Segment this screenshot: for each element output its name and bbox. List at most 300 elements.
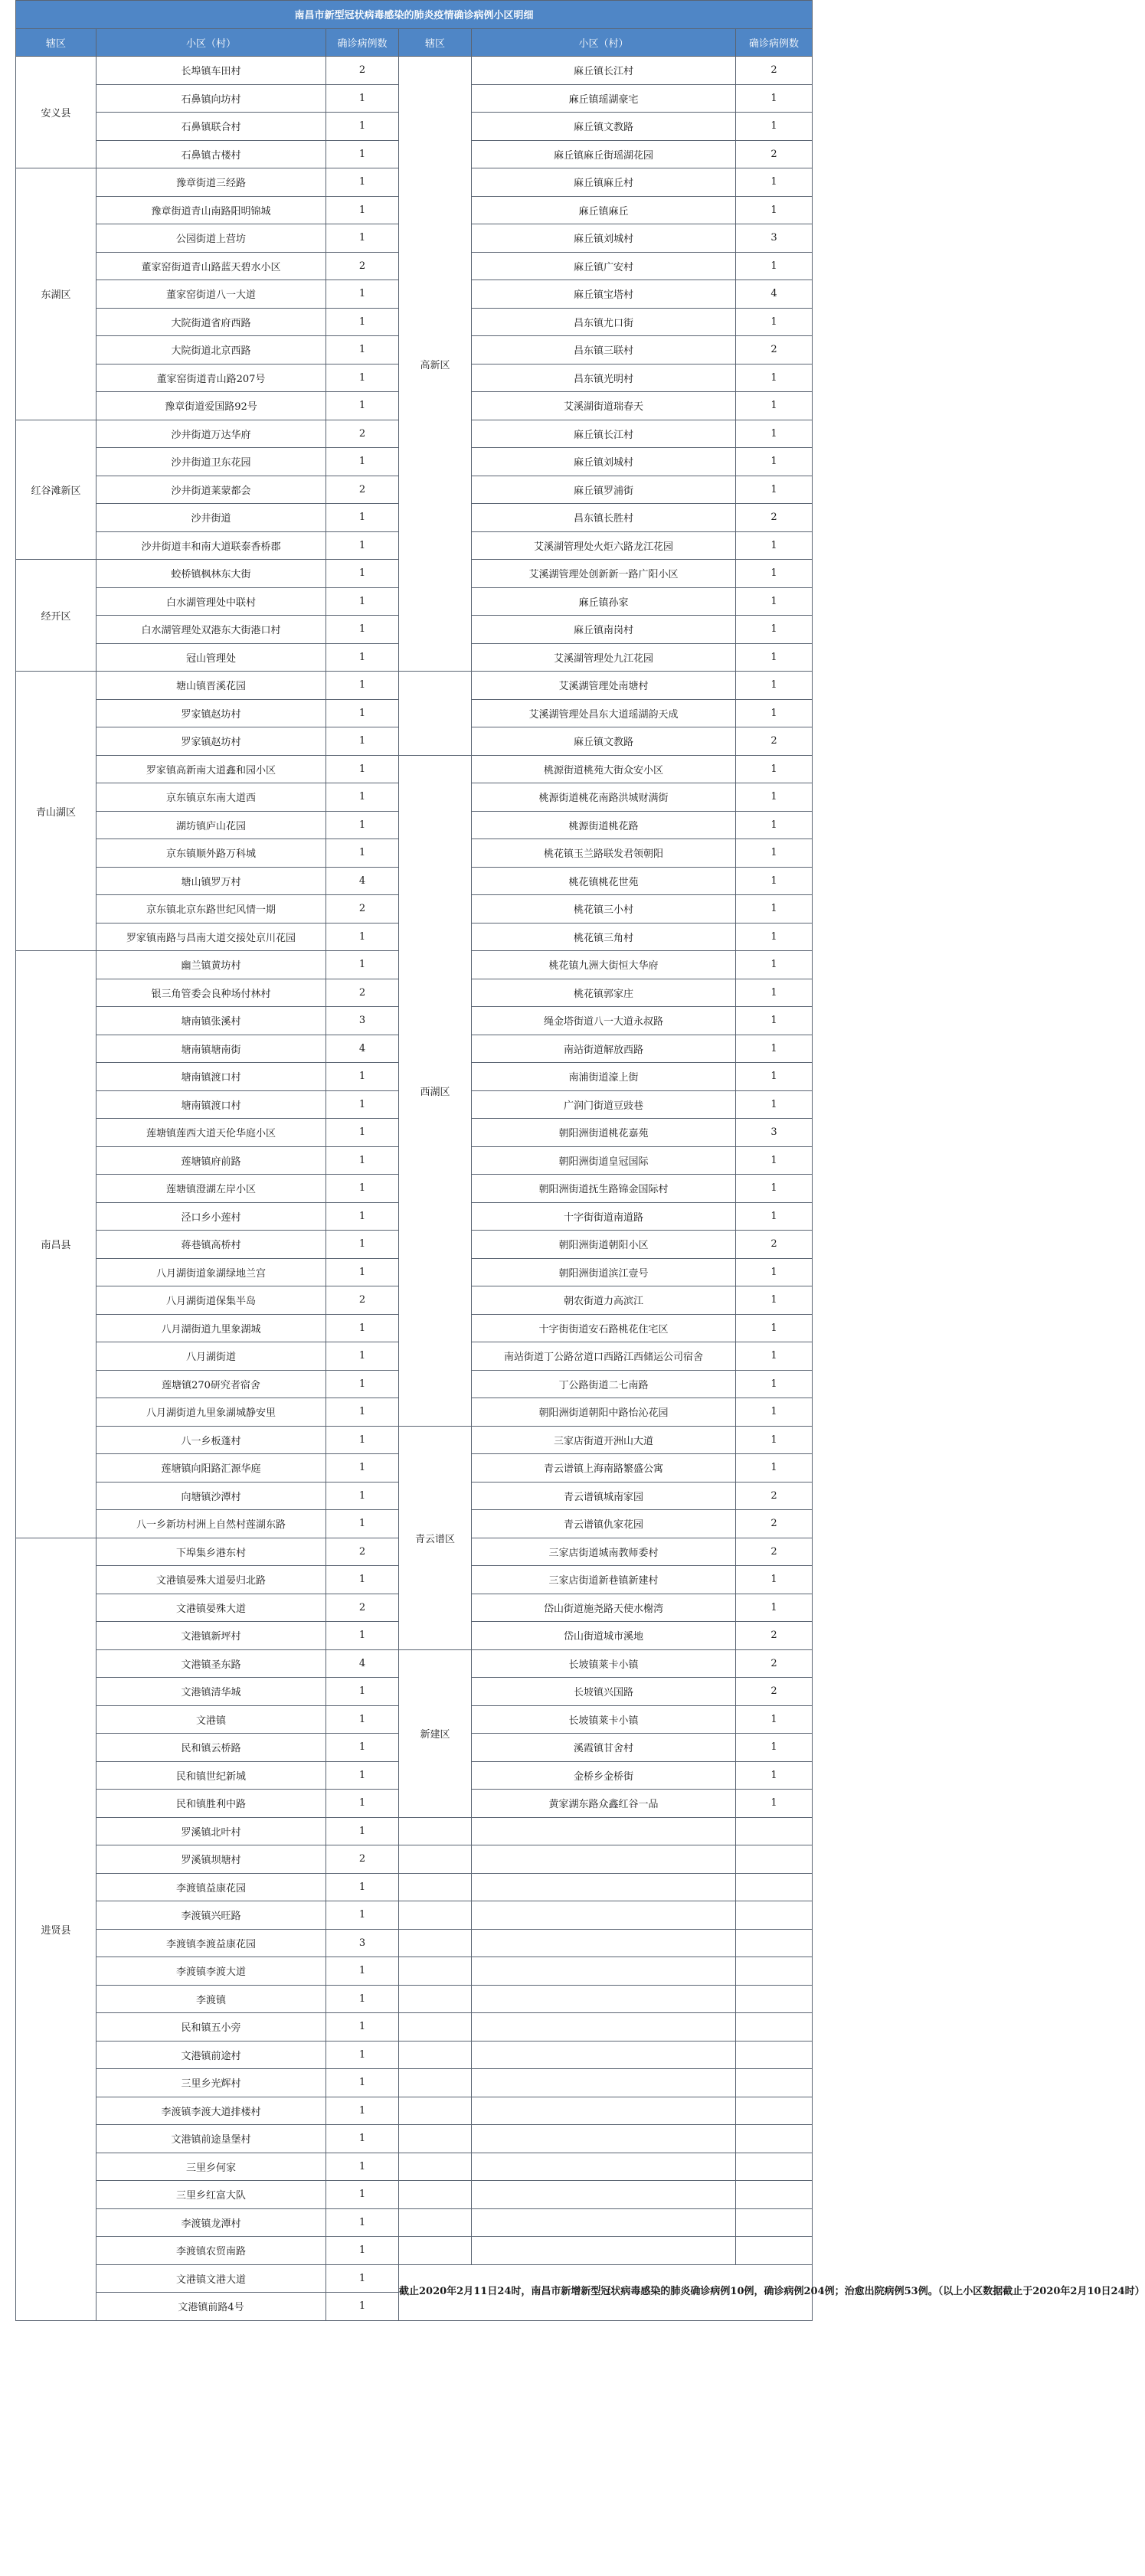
header-cases-right: 确诊病例数	[736, 28, 813, 57]
case-count-cell: 2	[326, 420, 399, 448]
empty-cell	[399, 2069, 472, 2097]
community-cell: 昌东镇尤口街	[472, 308, 736, 336]
case-count-cell: 1	[326, 699, 399, 727]
district-cell: 南昌县	[16, 951, 97, 1538]
community-cell: 塘南镇张溪村	[97, 1007, 326, 1035]
community-cell: 民和镇胜利中路	[97, 1790, 326, 1818]
empty-cell	[472, 1845, 736, 1874]
district-cell: 安义县	[16, 57, 97, 168]
case-count-cell: 1	[736, 1454, 813, 1483]
community-cell: 公园街道上营坊	[97, 224, 326, 253]
community-cell: 十字街街道安石路桃花住宅区	[472, 1314, 736, 1342]
case-count-cell: 1	[326, 783, 399, 812]
case-count-cell: 1	[326, 1342, 399, 1371]
case-count-cell: 1	[326, 2041, 399, 2069]
community-cell: 塘南镇渡口村	[97, 1090, 326, 1119]
empty-cell	[736, 2153, 813, 2181]
case-count-cell: 1	[736, 531, 813, 560]
case-count-cell: 1	[326, 811, 399, 839]
district-cell: 青云谱区	[399, 1426, 472, 1649]
case-table	[15, 0, 1145, 2321]
district-cell: 新建区	[399, 1649, 472, 1817]
community-cell: 麻丘镇瑶湖豪宅	[472, 84, 736, 113]
community-cell: 莲塘镇270研究者宿舍	[97, 1370, 326, 1398]
case-count-cell: 1	[736, 1007, 813, 1035]
empty-cell	[736, 2125, 813, 2153]
community-cell: 岱山街道城市溪地	[472, 1622, 736, 1650]
table-row	[16, 1845, 813, 1874]
community-cell: 李渡镇兴旺路	[97, 1901, 326, 1930]
community-cell: 长埠镇车田村	[97, 57, 326, 85]
table-row	[16, 2125, 813, 2153]
case-count-cell: 2	[326, 1538, 399, 1566]
community-cell: 朝阳洲街道滨江壹号	[472, 1258, 736, 1286]
case-count-cell: 1	[736, 1426, 813, 1454]
case-count-cell: 1	[736, 252, 813, 280]
case-count-cell: 1	[736, 672, 813, 700]
community-cell: 艾溪湖管理处火炬六路龙江花园	[472, 531, 736, 560]
case-count-cell: 4	[326, 1649, 399, 1678]
community-cell: 三里乡光辉村	[97, 2069, 326, 2097]
table-title: 南昌市新型冠状病毒感染的肺炎疫情确诊病例小区明细	[16, 1, 813, 29]
case-count-cell: 1	[326, 392, 399, 420]
case-count-cell: 1	[326, 2293, 399, 2321]
case-count-cell: 1	[736, 196, 813, 224]
community-cell: 莲塘镇府前路	[97, 1146, 326, 1175]
community-cell: 十字街街道南道路	[472, 1202, 736, 1231]
case-count-cell: 1	[326, 1817, 399, 1845]
community-cell: 李渡镇李渡大道	[97, 1957, 326, 1986]
community-cell: 朝阳洲街道朝阳中路怡沁花园	[472, 1398, 736, 1427]
community-cell: 麻丘镇麻丘街瑶湖花园	[472, 140, 736, 168]
community-cell: 青云谱镇上海南路繁盛公寓	[472, 1454, 736, 1483]
empty-cell	[472, 2125, 736, 2153]
community-cell: 桃源街道桃苑大街众安小区	[472, 755, 736, 783]
case-count-cell: 1	[326, 1454, 399, 1483]
community-cell: 麻丘镇刘城村	[472, 224, 736, 253]
table-row	[16, 755, 813, 783]
community-cell: 艾溪湖管理处南塘村	[472, 672, 736, 700]
case-count-cell: 1	[326, 113, 399, 141]
case-count-cell: 1	[736, 364, 813, 392]
community-cell: 文港镇	[97, 1705, 326, 1734]
community-cell: 罗家镇南路与昌南大道交接处京川花园	[97, 923, 326, 951]
community-cell: 三家店街道新巷镇新建村	[472, 1566, 736, 1594]
empty-cell	[736, 2097, 813, 2125]
community-cell: 麻丘镇麻丘村	[472, 168, 736, 197]
table-row	[16, 1957, 813, 1986]
case-count-cell: 1	[326, 839, 399, 868]
case-count-cell: 1	[736, 895, 813, 924]
district-cell: 经开区	[16, 560, 97, 672]
case-count-cell: 1	[326, 84, 399, 113]
table-row	[16, 2237, 813, 2265]
case-count-cell: 1	[326, 1202, 399, 1231]
empty-cell	[472, 1901, 736, 1930]
district-cell: 东湖区	[16, 168, 97, 420]
table-row	[16, 2041, 813, 2069]
header-cases-left: 确诊病例数	[326, 28, 399, 57]
community-cell: 塘南镇塘南街	[97, 1035, 326, 1063]
case-count-cell: 1	[326, 2069, 399, 2097]
community-cell: 麻丘镇宝塔村	[472, 280, 736, 309]
community-cell: 青云谱镇仇家花园	[472, 1510, 736, 1538]
empty-cell	[472, 2153, 736, 2181]
community-cell: 朝阳洲街道抚生路锦金国际村	[472, 1175, 736, 1203]
case-count-cell: 2	[736, 727, 813, 756]
case-count-cell: 1	[326, 1370, 399, 1398]
community-cell: 艾溪湖管理处九江花园	[472, 643, 736, 672]
community-cell: 八月湖街道九里象湖城静安里	[97, 1398, 326, 1427]
case-count-cell: 1	[326, 504, 399, 532]
empty-cell	[736, 1929, 813, 1957]
case-count-cell: 1	[326, 448, 399, 476]
empty-cell	[399, 1957, 472, 1986]
case-count-cell: 2	[736, 57, 813, 85]
community-cell: 麻丘镇刘城村	[472, 448, 736, 476]
case-count-cell: 1	[736, 951, 813, 979]
empty-cell	[736, 1957, 813, 1986]
community-cell: 八月湖街道九里象湖城	[97, 1314, 326, 1342]
summary-note: 截止2020年2月11日24时，南昌市新增新型冠状病毒感染的肺炎确诊病例10例，确诊病例204例；治愈出院病例53例。（以上小区数据截止于2020年2月10日24时）	[399, 2264, 813, 2320]
case-count-cell: 1	[736, 1258, 813, 1286]
case-count-cell: 1	[326, 280, 399, 309]
community-cell: 向塘镇沙潭村	[97, 1482, 326, 1510]
empty-cell	[472, 2208, 736, 2237]
case-count-cell: 2	[326, 895, 399, 924]
community-cell: 沙井街道	[97, 504, 326, 532]
header-district-right: 辖区	[399, 28, 472, 57]
case-count-cell: 1	[326, 308, 399, 336]
community-cell: 八月湖街道象湖绿地兰宫	[97, 1258, 326, 1286]
empty-cell	[399, 2237, 472, 2265]
empty-cell	[399, 1817, 472, 1845]
table-row	[16, 672, 813, 700]
district-cell: 高新区	[399, 57, 472, 672]
case-count-cell: 1	[736, 979, 813, 1007]
community-cell: 八一乡新坊村洲上自然村莲湖东路	[97, 1510, 326, 1538]
case-count-cell: 1	[736, 560, 813, 588]
empty-cell	[736, 1873, 813, 1901]
case-count-cell: 2	[736, 1510, 813, 1538]
community-cell: 石鼻镇古楼村	[97, 140, 326, 168]
case-count-cell: 1	[326, 1761, 399, 1790]
community-cell: 桃花镇九洲大街恒大华府	[472, 951, 736, 979]
community-cell: 京东镇顺外路万科城	[97, 839, 326, 868]
community-cell: 麻丘镇文教路	[472, 727, 736, 756]
case-count-cell: 4	[326, 1035, 399, 1063]
table-row	[16, 2013, 813, 2042]
community-cell: 八月湖街道保集半岛	[97, 1286, 326, 1315]
community-cell: 董家窑街道青山路蓝天碧水小区	[97, 252, 326, 280]
case-count-cell: 1	[326, 1985, 399, 2013]
case-count-cell: 1	[736, 1314, 813, 1342]
case-count-cell: 1	[326, 1790, 399, 1818]
district-cell	[399, 672, 472, 756]
case-count-cell: 1	[736, 1761, 813, 1790]
community-cell: 麻丘镇文教路	[472, 113, 736, 141]
case-count-cell: 2	[736, 140, 813, 168]
case-count-cell: 1	[326, 1258, 399, 1286]
case-count-cell: 1	[326, 587, 399, 616]
case-count-cell: 1	[326, 1566, 399, 1594]
community-cell: 南站街道解放西路	[472, 1035, 736, 1063]
community-cell: 蒋巷镇高桥村	[97, 1231, 326, 1259]
case-count-cell: 1	[326, 1314, 399, 1342]
community-cell: 丁公路街道二七南路	[472, 1370, 736, 1398]
community-cell: 昌东镇光明村	[472, 364, 736, 392]
table-row	[16, 1426, 813, 1454]
case-count-cell: 1	[326, 560, 399, 588]
community-cell: 绳金塔街道八一大道永叔路	[472, 1007, 736, 1035]
community-cell: 麻丘镇长江村	[472, 420, 736, 448]
case-count-cell: 3	[736, 1119, 813, 1147]
empty-cell	[472, 1957, 736, 1986]
community-cell: 大院街道省府西路	[97, 308, 326, 336]
community-cell: 长坡镇莱卡小镇	[472, 1649, 736, 1678]
case-count-cell: 4	[326, 867, 399, 895]
case-count-cell: 1	[326, 2125, 399, 2153]
case-count-cell: 1	[736, 476, 813, 504]
community-cell: 民和镇世纪新城	[97, 1761, 326, 1790]
header-community-right: 小区（村）	[472, 28, 736, 57]
case-count-cell: 1	[736, 1063, 813, 1091]
case-count-cell: 1	[736, 1734, 813, 1762]
empty-cell	[399, 2041, 472, 2069]
empty-cell	[736, 2069, 813, 2097]
case-count-cell: 1	[736, 1175, 813, 1203]
case-count-cell: 1	[326, 643, 399, 672]
empty-cell	[736, 2041, 813, 2069]
community-cell: 蛟桥镇枫林东大街	[97, 560, 326, 588]
case-count-cell: 1	[326, 1510, 399, 1538]
table-row	[16, 1929, 813, 1957]
case-count-cell: 1	[326, 616, 399, 644]
community-cell: 罗家镇高新南大道鑫和园小区	[97, 755, 326, 783]
community-cell: 李渡镇益康花园	[97, 1873, 326, 1901]
community-cell: 广润门街道豆豉巷	[472, 1090, 736, 1119]
case-count-cell: 1	[326, 755, 399, 783]
community-cell: 石鼻镇向坊村	[97, 84, 326, 113]
table-row	[16, 2097, 813, 2125]
community-cell: 文港镇前路4号	[97, 2293, 326, 2321]
community-cell: 文港镇清华城	[97, 1678, 326, 1706]
case-count-cell: 1	[736, 587, 813, 616]
community-cell: 泾口乡小莲村	[97, 1202, 326, 1231]
community-cell: 麻丘镇广安村	[472, 252, 736, 280]
case-count-cell: 2	[736, 1622, 813, 1650]
case-count-cell: 1	[326, 224, 399, 253]
case-count-cell: 1	[736, 1790, 813, 1818]
table-row	[16, 1873, 813, 1901]
case-count-cell: 1	[736, 1342, 813, 1371]
community-cell: 青云谱镇城南家园	[472, 1482, 736, 1510]
community-cell: 豫章街道青山南路阳明锦城	[97, 196, 326, 224]
community-cell: 昌东镇三联村	[472, 336, 736, 364]
community-cell: 塘山镇罗万村	[97, 867, 326, 895]
empty-cell	[472, 1929, 736, 1957]
case-count-cell: 1	[326, 2097, 399, 2125]
empty-cell	[736, 1901, 813, 1930]
community-cell: 桃花镇三小村	[472, 895, 736, 924]
community-cell: 银三角管委会良种场付林村	[97, 979, 326, 1007]
case-count-cell: 2	[736, 1538, 813, 1566]
community-cell: 沙井街道卫东花园	[97, 448, 326, 476]
case-count-cell: 1	[326, 672, 399, 700]
community-cell: 豫章街道三经路	[97, 168, 326, 197]
community-cell: 艾溪湖管理处昌东大道瑶湖韵天成	[472, 699, 736, 727]
community-cell: 麻丘镇孙家	[472, 587, 736, 616]
case-count-cell: 1	[736, 1398, 813, 1427]
community-cell: 长坡镇莱卡小镇	[472, 1705, 736, 1734]
community-cell: 三里乡红富大队	[97, 2181, 326, 2209]
community-cell: 湖坊镇庐山花园	[97, 811, 326, 839]
community-cell: 冠山管理处	[97, 643, 326, 672]
empty-cell	[472, 2013, 736, 2042]
community-cell: 南浦街道濠上街	[472, 1063, 736, 1091]
community-cell: 沙井街道丰和南大道联泰香桥郡	[97, 531, 326, 560]
community-cell: 岱山街道施尧路天使水榭湾	[472, 1594, 736, 1622]
case-count-cell: 1	[326, 1901, 399, 1930]
case-count-cell: 1	[736, 783, 813, 812]
case-count-cell: 2	[736, 1649, 813, 1678]
community-cell: 朝阳洲街道朝阳小区	[472, 1231, 736, 1259]
table-row	[16, 1985, 813, 2013]
community-cell: 麻丘镇罗浦街	[472, 476, 736, 504]
case-count-cell: 1	[736, 308, 813, 336]
empty-cell	[472, 2097, 736, 2125]
community-cell: 桃花镇桃花世苑	[472, 867, 736, 895]
community-cell: 董家窑街道青山路207号	[97, 364, 326, 392]
community-cell: 八月湖街道	[97, 1342, 326, 1371]
case-count-cell: 1	[326, 1482, 399, 1510]
community-cell: 石鼻镇联合村	[97, 113, 326, 141]
community-cell: 三里乡何家	[97, 2153, 326, 2181]
community-cell: 昌东镇长胜村	[472, 504, 736, 532]
case-count-cell: 3	[736, 224, 813, 253]
case-count-cell: 1	[326, 1231, 399, 1259]
case-count-cell: 1	[326, 2208, 399, 2237]
case-count-cell: 4	[736, 280, 813, 309]
case-count-cell: 1	[736, 1146, 813, 1175]
case-count-cell: 2	[326, 476, 399, 504]
case-count-cell: 1	[736, 755, 813, 783]
table-row	[16, 2181, 813, 2209]
district-cell: 红谷滩新区	[16, 420, 97, 560]
case-count-cell: 1	[326, 951, 399, 979]
case-count-cell: 1	[736, 867, 813, 895]
empty-cell	[399, 1929, 472, 1957]
case-count-cell: 1	[326, 2153, 399, 2181]
case-count-cell: 1	[736, 643, 813, 672]
table-row	[16, 2264, 813, 2293]
district-cell: 进贤县	[16, 1538, 97, 2320]
case-count-cell: 3	[326, 1929, 399, 1957]
empty-cell	[472, 1873, 736, 1901]
table-row	[16, 2069, 813, 2097]
case-count-cell: 1	[326, 2181, 399, 2209]
community-cell: 沙井街道莱蒙都会	[97, 476, 326, 504]
empty-cell	[399, 2208, 472, 2237]
district-cell: 西湖区	[399, 755, 472, 1426]
case-count-cell: 1	[736, 448, 813, 476]
table-row	[16, 1649, 813, 1678]
case-count-cell: 1	[326, 1678, 399, 1706]
community-cell: 塘山镇晋溪花园	[97, 672, 326, 700]
community-cell: 文港镇新坪村	[97, 1622, 326, 1650]
case-count-cell: 1	[736, 1705, 813, 1734]
empty-cell	[736, 1985, 813, 2013]
empty-cell	[399, 2125, 472, 2153]
community-cell: 桃源街道桃花路	[472, 811, 736, 839]
case-count-cell: 1	[736, 839, 813, 868]
case-count-cell: 1	[736, 420, 813, 448]
empty-cell	[399, 1901, 472, 1930]
community-cell: 下埠集乡港东村	[97, 1538, 326, 1566]
case-count-cell: 1	[326, 140, 399, 168]
empty-cell	[399, 1985, 472, 2013]
case-count-cell: 1	[326, 364, 399, 392]
empty-cell	[399, 2181, 472, 2209]
community-cell: 李渡镇农贸南路	[97, 2237, 326, 2265]
community-cell: 民和镇云桥路	[97, 1734, 326, 1762]
community-cell: 桃源街道桃花南路洪城财满街	[472, 783, 736, 812]
case-count-cell: 1	[326, 1957, 399, 1986]
case-count-cell: 1	[736, 1090, 813, 1119]
community-cell: 李渡镇李渡大道排楼村	[97, 2097, 326, 2125]
case-count-cell: 1	[736, 1202, 813, 1231]
table-row	[16, 2208, 813, 2237]
community-cell: 桃花镇郭家庄	[472, 979, 736, 1007]
community-cell: 文港镇晏殊大道	[97, 1594, 326, 1622]
community-cell: 莲塘镇向阳路汇源华庭	[97, 1454, 326, 1483]
empty-cell	[736, 1845, 813, 1874]
case-count-cell: 1	[326, 2013, 399, 2042]
case-count-cell: 2	[736, 1678, 813, 1706]
case-count-cell: 1	[326, 1063, 399, 1091]
community-cell: 黄家湖东路众鑫红谷一品	[472, 1790, 736, 1818]
header-district-left: 辖区	[16, 28, 97, 57]
community-cell: 文港镇文港大道	[97, 2264, 326, 2293]
empty-cell	[472, 2041, 736, 2069]
community-cell: 朝阳洲街道皇冠国际	[472, 1146, 736, 1175]
case-count-cell: 1	[736, 699, 813, 727]
case-count-cell: 1	[326, 336, 399, 364]
empty-cell	[472, 1817, 736, 1845]
empty-cell	[736, 2208, 813, 2237]
case-count-cell: 1	[326, 2237, 399, 2265]
case-count-cell: 1	[326, 531, 399, 560]
case-count-cell: 1	[736, 392, 813, 420]
case-count-cell: 1	[326, 1175, 399, 1203]
community-cell: 民和镇五小旁	[97, 2013, 326, 2042]
community-cell: 溪霞镇甘舍村	[472, 1734, 736, 1762]
community-cell: 麻丘镇麻丘	[472, 196, 736, 224]
community-cell: 文港镇前途垦堡村	[97, 2125, 326, 2153]
community-cell: 长坡镇兴国路	[472, 1678, 736, 1706]
community-cell: 李渡镇	[97, 1985, 326, 2013]
case-count-cell: 1	[326, 1090, 399, 1119]
empty-cell	[399, 1845, 472, 1874]
empty-cell	[399, 2153, 472, 2181]
case-count-cell: 1	[326, 1705, 399, 1734]
case-count-cell: 1	[736, 84, 813, 113]
community-cell: 三家店街道城南教师委村	[472, 1538, 736, 1566]
community-cell: 文港镇晏殊大道晏归北路	[97, 1566, 326, 1594]
empty-cell	[472, 1985, 736, 2013]
case-count-cell: 1	[736, 1594, 813, 1622]
case-count-cell: 2	[326, 1594, 399, 1622]
